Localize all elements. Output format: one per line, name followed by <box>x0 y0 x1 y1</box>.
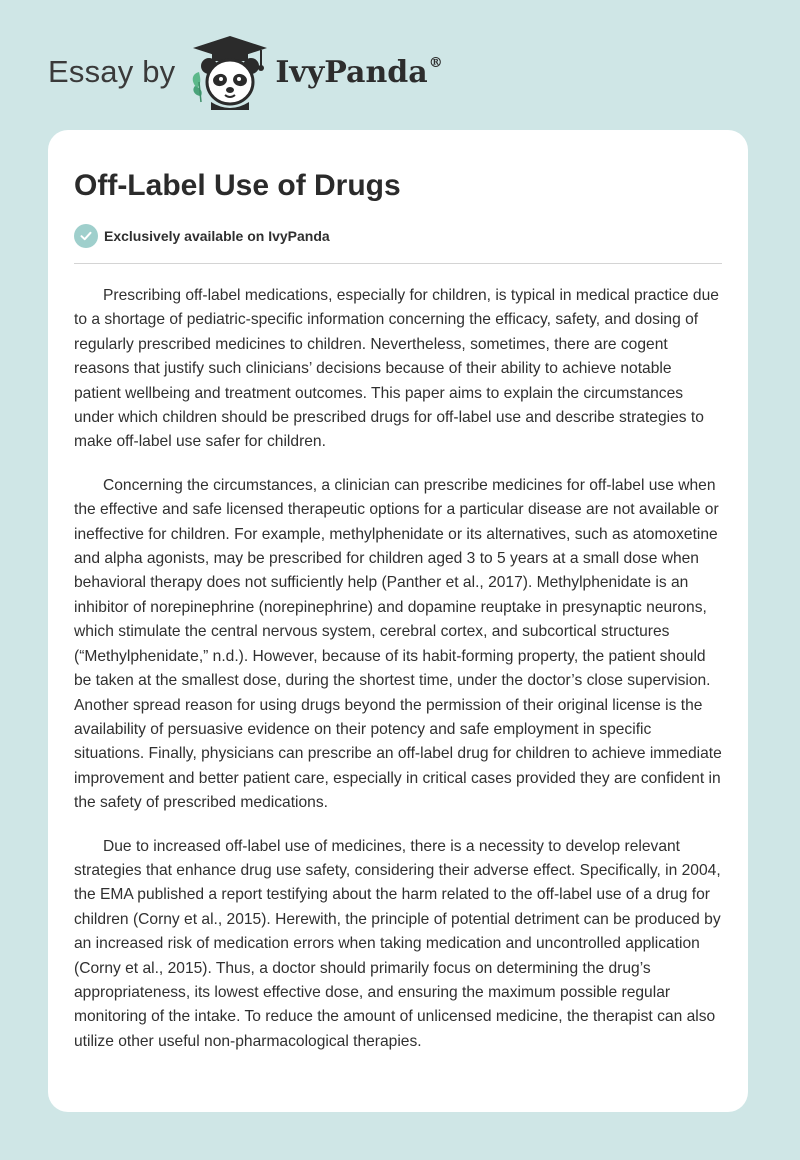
paragraph: Concerning the circumstances, a clinician can prescribe medicines for off-label use when the effective and safe licensed therapeutic options for a particular disease are not available or ineffective for children. For example, methylphenidate or its alternatives, such as atomoxetine and alpha agonists, may be prescribed for children aged 3 to 5 years at a small dose when behavioral therapy does not sufficiently help (Panther et al., 2017). Methylphenidate is an inhibitor of norepinephrine (norepinephrine) and dopamine reuptake in presynaptic neurons, which stimulate the central nervous system, cerebral cortex, and subcortical structures (“Methylphenidate,” n.d.). However, because of its habit-forming property, the patient should be taken at the smallest dose, during the shortest time, under the doctor’s close supervision. Another spread reason for using drugs beyond the permission of their original license is the availability of persuasive evidence on their potency and safe employment in specific situations. Finally, physicians can prescribe an off-label drug for children to achieve immediate improvement and better patient care, especially in critical cases provided they are confident in the safety of prescribed medications. <box>74 476 722 812</box>
paragraph: Due to increased off-label use of medicines, there is a necessity to develop relevant strategies that enhance drug use safety, considering their adverse effect. Specifically, in 2004, the EMA published a report testifying about the harm related to the off-label use of a drug for children (Corny et al., 2015). Herewith, the principle of potential detriment can be produced by an increased risk of medication errors when taking medication and uncontrolled application (Corny et al., 2015). Thus, a doctor should primarily focus on determining the drug’s appropriateness, its lowest effective dose, and ensuring the maximum possible regular monitoring of the intake. To reduce the amount of unlicensed medicine, the therapist can also utilize other useful non-pharmacological therapies. <box>74 837 721 1050</box>
panda-graduate-icon <box>187 32 273 112</box>
essay-card <box>48 130 748 1112</box>
exclusive-label: Exclusively available on IvyPanda <box>104 228 330 244</box>
brand-name: IvyPanda® <box>275 54 443 90</box>
essay-title: Off-Label Use of Drugs <box>74 169 401 202</box>
exclusive-badge <box>74 223 722 249</box>
essay-by-label: Essay by <box>48 54 176 89</box>
paragraph: Prescribing off-label medications, especially for children, is typical in medical practice due to a shortage of pediatric-specific information concerning the efficacy, safety, and dosing of regularly prescribed medicines to children. Nevertheless, sometimes, there are cogent reasons that justify such clinicians’ decisions because of their ability to achieve notable patient wellbeing and treatment outcomes. This paper aims to explain the circumstances under which children should be prescribed drugs for off-label use and describe strategies to make off-label use safer for children. <box>74 287 719 451</box>
check-circle-icon <box>74 224 98 248</box>
brand-header <box>48 32 443 112</box>
trademark-symbol: ® <box>428 54 443 71</box>
essay-body <box>74 284 722 1054</box>
divider <box>74 263 722 264</box>
